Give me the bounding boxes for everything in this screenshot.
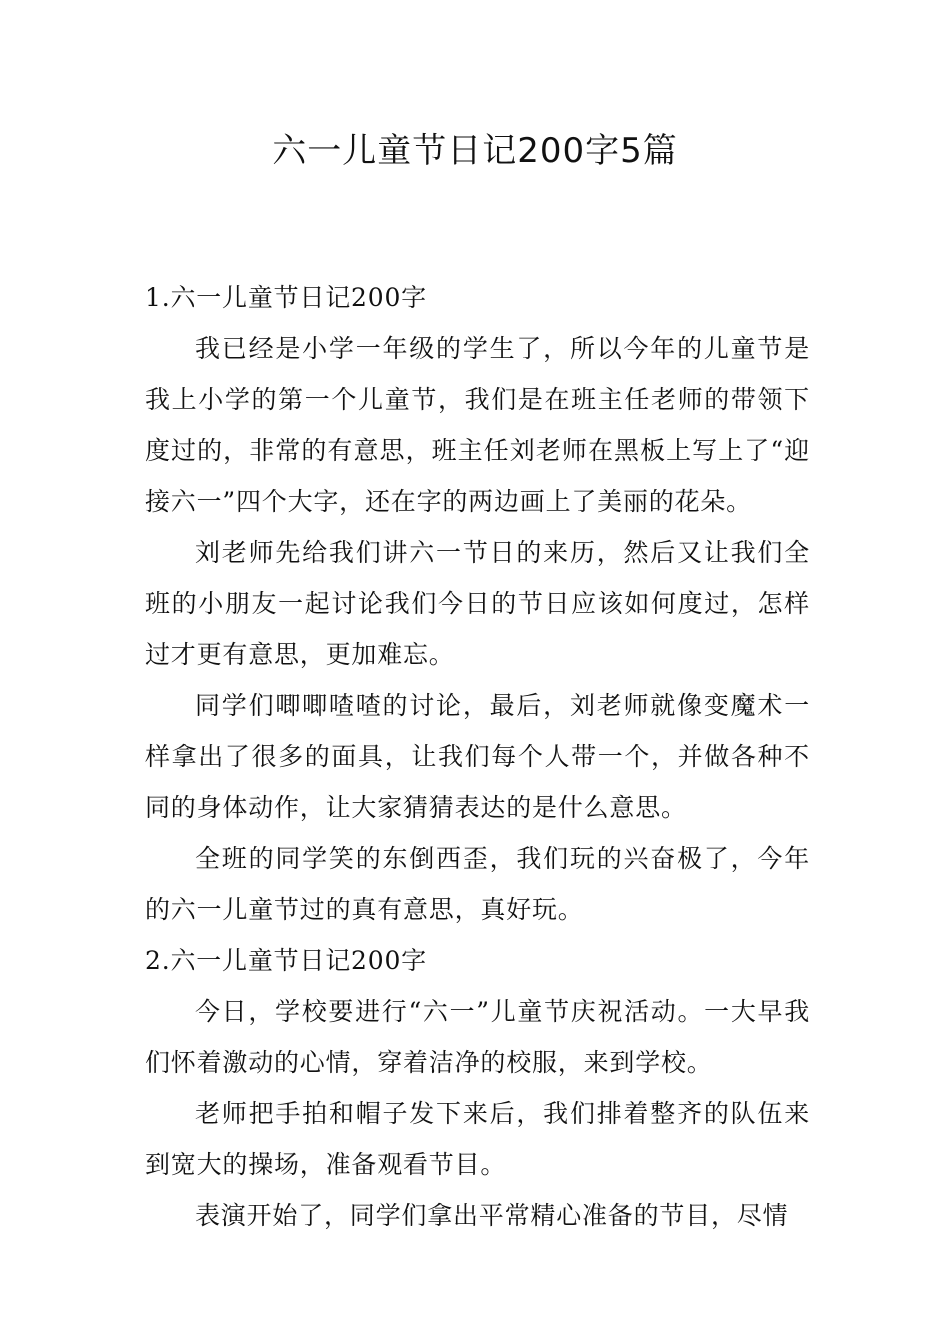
paragraph: 刘老师先给我们讲六一节日的来历，然后又让我们全班的小朋友一起讨论我们今日的节日应该如何度过，怎样过才更有意思，更加难忘。 xyxy=(145,538,810,669)
paragraph: 今日，学校要进行“六一”儿童节庆祝活动。一大早我们怀着激动的心情，穿着洁净的校服，来到学校。 xyxy=(145,997,810,1077)
paragraph: 老师把手拍和帽子发下来后，我们排着整齐的队伍来到宽大的操场，准备观看节目。 xyxy=(145,1099,810,1179)
document-title: 六一儿童节日记200字5篇 xyxy=(272,131,678,171)
section-heading: 2.六一儿童节日记200字 xyxy=(145,946,427,975)
paragraph: 表演开始了，同学们拿出平常精心准备的节目，尽情 xyxy=(195,1201,789,1230)
section-heading: 1.六一儿童节日记200字 xyxy=(145,283,427,312)
document-body xyxy=(145,272,810,1241)
paragraph: 同学们唧唧喳喳的讨论，最后，刘老师就像变魔术一样拿出了很多的面具，让我们每个人带一个，并做各种不同的身体动作，让大家猜猜表达的是什么意思。 xyxy=(145,691,810,822)
paragraph: 全班的同学笑的东倒西歪，我们玩的兴奋极了，今年的六一儿童节过的真有意思，真好玩。 xyxy=(145,844,810,924)
paragraph: 我已经是小学一年级的学生了，所以今年的儿童节是我上小学的第一个儿童节，我们是在班主任老师的带领下度过的，非常的有意思，班主任刘老师在黑板上写上了“迎接六一”四个大字，还在字的两边画上了美丽的花朵。 xyxy=(145,334,810,516)
